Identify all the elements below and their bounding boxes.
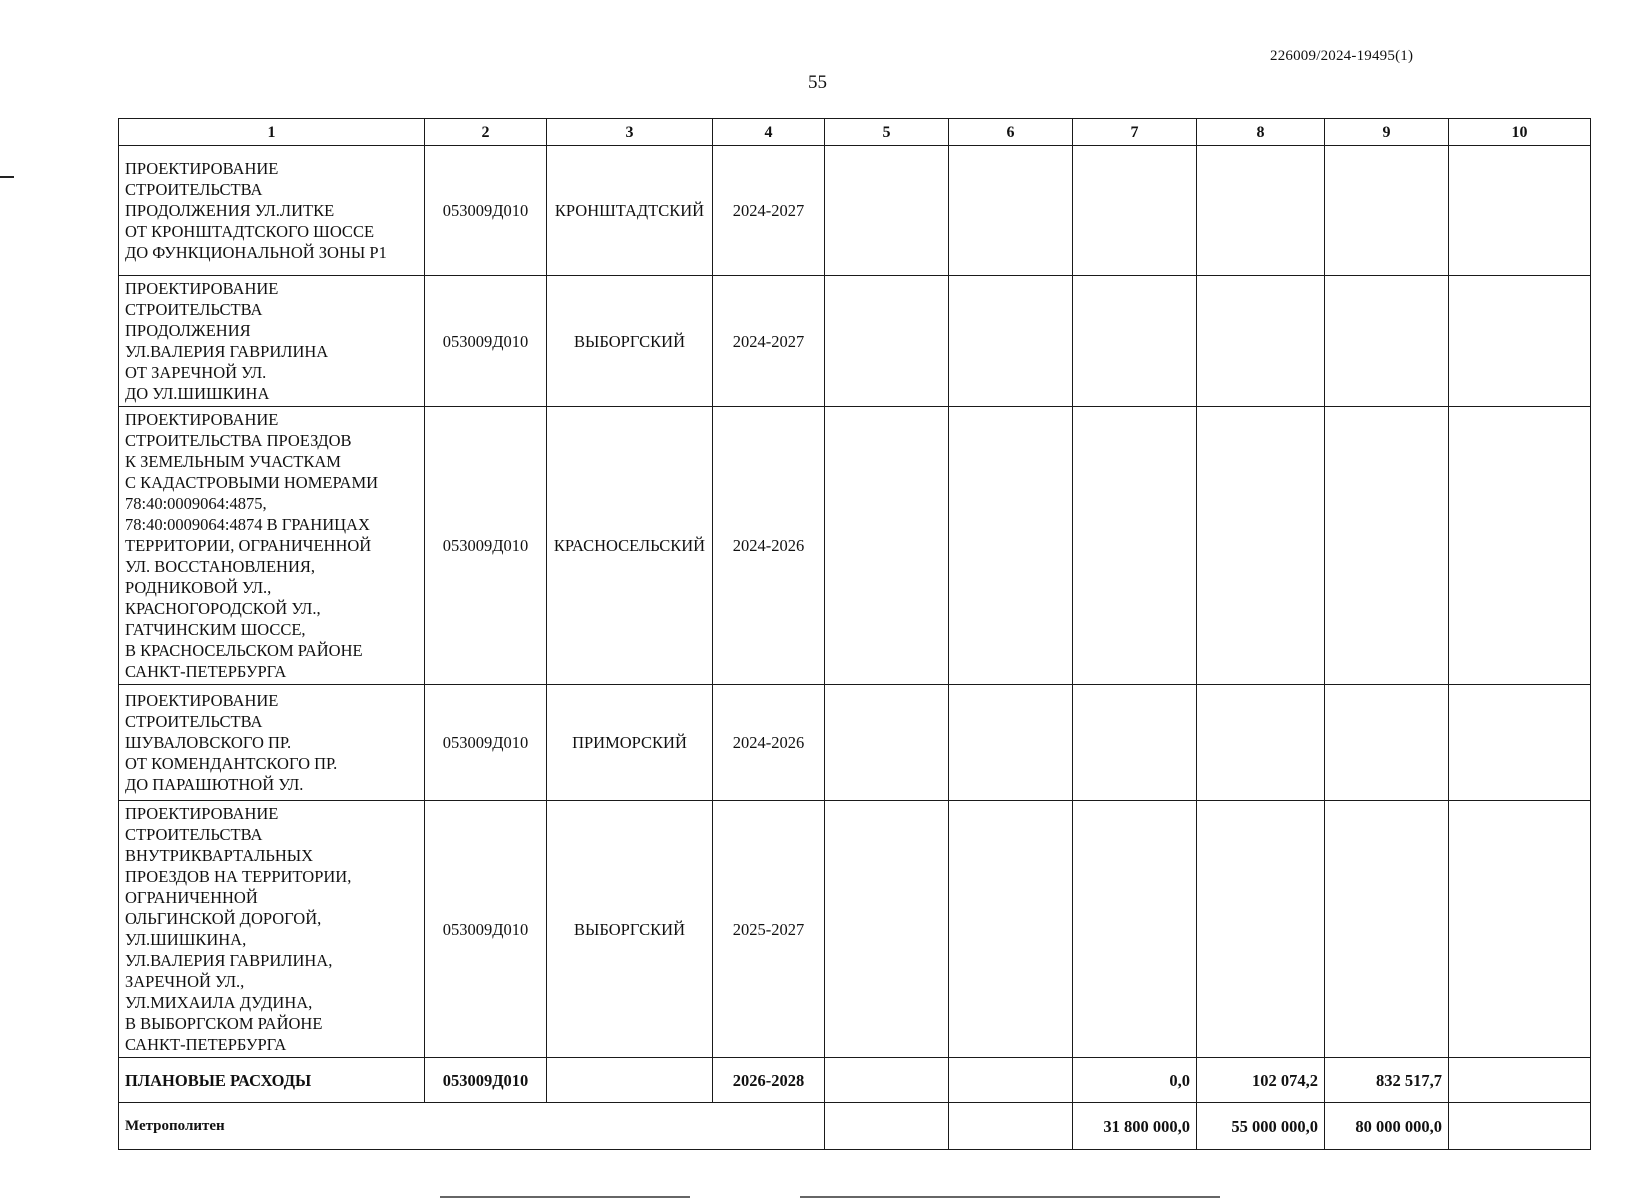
scan-edge-mark xyxy=(0,176,14,178)
name-line: ПРОЕКТИРОВАНИЕ xyxy=(125,691,279,710)
column-header: 3 xyxy=(547,119,713,146)
empty-cell xyxy=(1325,685,1449,801)
empty-cell xyxy=(825,276,949,407)
empty-cell xyxy=(1197,801,1325,1058)
code-cell: 053009Д010 xyxy=(425,1058,547,1103)
name-line: ДО ФУНКЦИОНАЛЬНОЙ ЗОНЫ Р1 xyxy=(125,243,387,262)
name-line: УЛ.ШИШКИНА, xyxy=(125,930,247,949)
name-line: ДО УЛ.ШИШКИНА xyxy=(125,384,270,403)
code-cell: 053009Д010 xyxy=(425,407,547,685)
empty-cell xyxy=(949,801,1073,1058)
period-cell: 2024-2027 xyxy=(713,276,825,407)
empty-cell xyxy=(825,146,949,276)
name-line: СТРОИТЕЛЬСТВА xyxy=(125,712,263,731)
empty-cell xyxy=(547,1058,713,1103)
empty-cell xyxy=(1197,276,1325,407)
period-cell: 2025-2027 xyxy=(713,801,825,1058)
name-line: ОТ КРОНШТАДТСКОГО ШОССЕ xyxy=(125,222,375,241)
column-header: 4 xyxy=(713,119,825,146)
name-line: В КРАСНОСЕЛЬСКОМ РАЙОНЕ xyxy=(125,641,363,660)
column-header: 2 xyxy=(425,119,547,146)
name-line: ЗАРЕЧНОЙ УЛ., xyxy=(125,972,245,991)
district-cell: КРАСНОСЕЛЬСКИЙ xyxy=(547,407,713,685)
empty-cell xyxy=(1197,685,1325,801)
scan-bottom-rule xyxy=(800,1196,1220,1198)
column-header: 7 xyxy=(1073,119,1197,146)
column-header: 1 xyxy=(119,119,425,146)
empty-cell xyxy=(1073,685,1197,801)
empty-cell xyxy=(1325,146,1449,276)
empty-cell xyxy=(949,276,1073,407)
period-cell: 2024-2027 xyxy=(713,146,825,276)
metro-row xyxy=(119,1103,1591,1150)
empty-cell xyxy=(1073,146,1197,276)
table-row xyxy=(119,146,1591,276)
column-header: 8 xyxy=(1197,119,1325,146)
amount-col7: 0,0 xyxy=(1073,1058,1197,1103)
object-name-cell xyxy=(119,146,425,276)
name-line: ОТ ЗАРЕЧНОЙ УЛ. xyxy=(125,363,267,382)
name-line: 78:40:0009064:4875, xyxy=(125,494,267,513)
empty-cell xyxy=(1073,407,1197,685)
amount-col7: 31 800 000,0 xyxy=(1073,1103,1197,1150)
document-number: 226009/2024-19495(1) xyxy=(1270,48,1414,64)
period-cell: 2024-2026 xyxy=(713,685,825,801)
empty-cell xyxy=(949,1058,1073,1103)
name-line: СТРОИТЕЛЬСТВА xyxy=(125,180,263,199)
name-line: ОГРАНИЧЕННОЙ xyxy=(125,888,258,907)
code-cell: 053009Д010 xyxy=(425,146,547,276)
name-line: 78:40:0009064:4874 В ГРАНИЦАХ xyxy=(125,515,370,534)
code-cell: 053009Д010 xyxy=(425,685,547,801)
code-cell: 053009Д010 xyxy=(425,276,547,407)
empty-cell xyxy=(1325,407,1449,685)
name-line: ПРОДОЛЖЕНИЯ УЛ.ЛИТКЕ xyxy=(125,201,335,220)
name-line: ПРОЕКТИРОВАНИЕ xyxy=(125,159,279,178)
object-name-cell xyxy=(119,685,425,801)
amount-col9: 832 517,7 xyxy=(1325,1058,1449,1103)
name-line: ДО ПАРАШЮТНОЙ УЛ. xyxy=(125,775,304,794)
amount-col8: 55 000 000,0 xyxy=(1197,1103,1325,1150)
empty-cell xyxy=(1197,146,1325,276)
name-line: САНКТ-ПЕТЕРБУРГА xyxy=(125,662,287,681)
object-name-cell xyxy=(119,801,425,1058)
table-row xyxy=(119,407,1591,685)
planned-expenses-row xyxy=(119,1058,1591,1103)
page-number: 55 xyxy=(808,72,827,93)
empty-cell xyxy=(1449,685,1591,801)
name-line: ПРОЕКТИРОВАНИЕ xyxy=(125,410,279,429)
empty-cell xyxy=(1449,146,1591,276)
name-line: УЛ.ВАЛЕРИЯ ГАВРИЛИНА xyxy=(125,342,329,361)
empty-cell xyxy=(1073,801,1197,1058)
name-line: УЛ.ВАЛЕРИЯ ГАВРИЛИНА, xyxy=(125,951,333,970)
empty-cell xyxy=(949,1103,1073,1150)
name-line: В ВЫБОРГСКОМ РАЙОНЕ xyxy=(125,1014,323,1033)
name-line: ПРОЕКТИРОВАНИЕ xyxy=(125,279,279,298)
empty-cell xyxy=(1449,1058,1591,1103)
table-row xyxy=(119,801,1591,1058)
empty-cell xyxy=(949,685,1073,801)
district-cell: ПРИМОРСКИЙ xyxy=(547,685,713,801)
empty-cell xyxy=(825,1103,949,1150)
empty-cell xyxy=(825,685,949,801)
empty-cell xyxy=(825,801,949,1058)
column-header: 10 xyxy=(1449,119,1591,146)
name-line: ВНУТРИКВАРТАЛЬНЫХ xyxy=(125,846,314,865)
empty-cell xyxy=(825,407,949,685)
name-line: ТЕРРИТОРИИ, ОГРАНИЧЕННОЙ xyxy=(125,536,372,555)
code-cell: 053009Д010 xyxy=(425,801,547,1058)
name-line: СТРОИТЕЛЬСТВА xyxy=(125,300,263,319)
amount-col9: 80 000 000,0 xyxy=(1325,1103,1449,1150)
empty-cell xyxy=(1449,801,1591,1058)
column-header: 5 xyxy=(825,119,949,146)
object-name-cell xyxy=(119,276,425,407)
period-cell: 2024-2026 xyxy=(713,407,825,685)
name-line: КРАСНОГОРОДСКОЙ УЛ., xyxy=(125,599,321,618)
name-line: ПРОДОЛЖЕНИЯ xyxy=(125,321,251,340)
metro-label: Метрополитен xyxy=(119,1103,825,1150)
object-name-cell xyxy=(119,407,425,685)
empty-cell xyxy=(1073,276,1197,407)
name-line: С КАДАСТРОВЫМИ НОМЕРАМИ xyxy=(125,473,379,492)
column-header: 6 xyxy=(949,119,1073,146)
empty-cell xyxy=(1325,276,1449,407)
name-line: СТРОИТЕЛЬСТВА xyxy=(125,825,263,844)
empty-cell xyxy=(1449,407,1591,685)
column-header: 9 xyxy=(1325,119,1449,146)
empty-cell xyxy=(1197,407,1325,685)
name-line: ПРОЕЗДОВ НА ТЕРРИТОРИИ, xyxy=(125,867,352,886)
district-cell: ВЫБОРГСКИЙ xyxy=(547,276,713,407)
name-line: ОЛЬГИНСКОЙ ДОРОГОЙ, xyxy=(125,909,322,928)
district-cell: КРОНШТАДТСКИЙ xyxy=(547,146,713,276)
empty-cell xyxy=(1449,276,1591,407)
amount-col8: 102 074,2 xyxy=(1197,1058,1325,1103)
empty-cell xyxy=(825,1058,949,1103)
name-line: РОДНИКОВОЙ УЛ., xyxy=(125,578,272,597)
name-line: САНКТ-ПЕТЕРБУРГА xyxy=(125,1035,287,1054)
name-line: УЛ. ВОССТАНОВЛЕНИЯ, xyxy=(125,557,316,576)
period-cell: 2026-2028 xyxy=(713,1058,825,1103)
name-line: ОТ КОМЕНДАНТСКОГО ПР. xyxy=(125,754,338,773)
empty-cell xyxy=(949,407,1073,685)
empty-cell xyxy=(1449,1103,1591,1150)
name-line: К ЗЕМЕЛЬНЫМ УЧАСТКАМ xyxy=(125,452,341,471)
empty-cell xyxy=(1325,801,1449,1058)
name-line: ШУВАЛОВСКОГО ПР. xyxy=(125,733,292,752)
empty-cell xyxy=(949,146,1073,276)
table-row xyxy=(119,276,1591,407)
name-line: СТРОИТЕЛЬСТВА ПРОЕЗДОВ xyxy=(125,431,352,450)
scan-bottom-rule xyxy=(440,1196,690,1198)
table-row xyxy=(119,685,1591,801)
name-line: УЛ.МИХАИЛА ДУДИНА, xyxy=(125,993,313,1012)
planned-expenses-label: ПЛАНОВЫЕ РАСХОДЫ xyxy=(119,1058,425,1103)
name-line: ПРОЕКТИРОВАНИЕ xyxy=(125,804,279,823)
budget-table xyxy=(118,118,1591,1150)
name-line: ГАТЧИНСКИМ ШОССЕ, xyxy=(125,620,306,639)
district-cell: ВЫБОРГСКИЙ xyxy=(547,801,713,1058)
column-number-row xyxy=(119,119,1591,146)
